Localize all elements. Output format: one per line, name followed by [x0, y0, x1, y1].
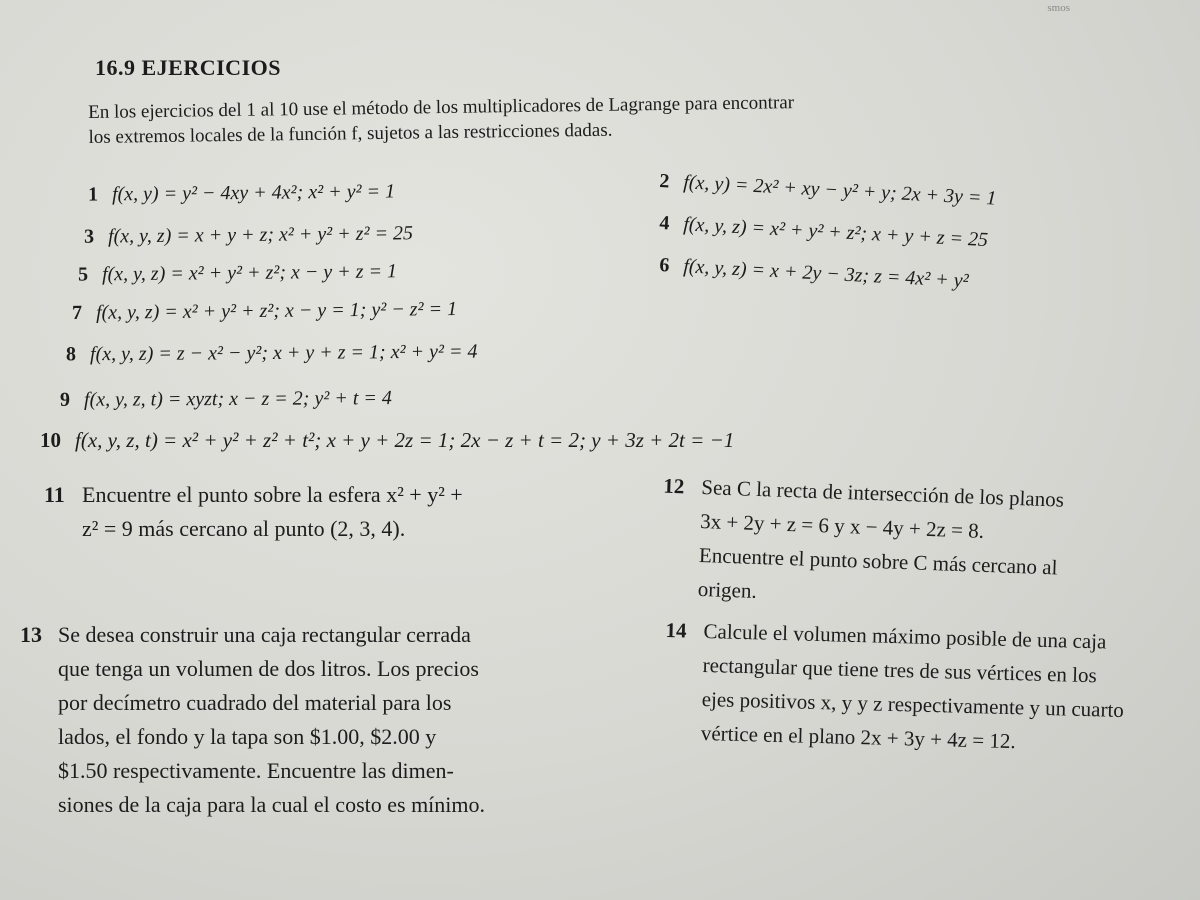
problem-line: Calcule el volumen máximo posible de una caja: [703, 618, 1107, 654]
exercise-equation: f(x, y) = y² − 4xy + 4x²; x² + y² = 1: [111, 180, 396, 206]
exercise-2: [659, 170, 997, 211]
exercise-5: [78, 260, 397, 286]
problem-line: Encuentre el punto sobre C más cercano al: [698, 542, 1058, 580]
problem-line: 3x + 2y + z = 6 y x − 4y + 2z = 8.: [699, 508, 985, 543]
exercise-number: 4: [658, 212, 670, 235]
page-corner-text: smos: [1047, 2, 1070, 14]
exercise-equation: f(x, y, z) = x² + y² + z²; x + y + z = 25: [682, 213, 989, 252]
exercise-number: 1: [87, 183, 99, 206]
exercise-7: [72, 298, 457, 325]
problem-line: por decímetro cuadrado del material para los: [58, 690, 452, 715]
exercise-9: [60, 387, 392, 412]
exercise-10: [40, 428, 734, 453]
problem-line: siones de la caja para la cual el costo es mínimo.: [58, 792, 486, 817]
intro-line-1: En los ejercicios del 1 al 10 use el método de los multiplicadores de Lagrange para encontrar: [88, 92, 795, 123]
intro-line-2: los extremos locales de la función f, sujetos a las restricciones dadas.: [88, 119, 613, 148]
exercise-equation: f(x, y, z) = x² + y² + z²; x − y + z = 1: [101, 260, 398, 286]
exercise-equation: f(x, y, z) = z − x² − y²; x + y + z = 1; x² + y² = 4: [89, 340, 478, 366]
exercise-equation: f(x, y) = 2x² + xy − y² + y; 2x + 3y = 1: [682, 171, 997, 210]
problem-line: ejes positivos x, y y z respectivamente y un cuarto: [701, 686, 1125, 723]
problem-number: 14: [665, 618, 687, 643]
problem-number: 13: [20, 622, 42, 647]
exercise-number: 10: [40, 428, 61, 452]
exercise-number: 3: [83, 225, 95, 248]
problem-line: Encuentre el punto sobre la esfera x² + y² +: [82, 482, 463, 507]
problem-number: 11: [44, 482, 65, 507]
exercise-4: [659, 212, 989, 252]
problem-line: Sea C la recta de intersección de los planos: [700, 474, 1065, 512]
exercise-8: [66, 341, 478, 367]
problem-12: [663, 470, 1171, 622]
exercise-number: 6: [658, 254, 670, 277]
problem-11: [44, 478, 602, 546]
problem-line: z² = 9 más cercano al punto (2, 3, 4).: [82, 516, 406, 541]
problem-line: lados, el fondo y la tapa son $1.00, $2.00 y: [58, 724, 437, 749]
problem-line: vértice en el plano 2x + 3y + 4z = 12.: [700, 720, 1016, 754]
problem-line: Se desea construir una caja rectangular cerrada: [58, 622, 471, 647]
problem-line: que tenga un volumen de dos litros. Los precios: [58, 656, 479, 681]
exercise-number: 7: [71, 301, 83, 325]
exercise-number: 9: [59, 388, 71, 411]
exercise-number: 8: [65, 343, 77, 366]
exercise-equation: f(x, y, z, t) = xyzt; x − z = 2; y² + t = 4: [83, 387, 392, 411]
problem-number: 12: [663, 473, 685, 499]
exercise-3: [84, 222, 413, 248]
exercise-1: [88, 180, 395, 206]
exercise-equation: f(x, y, z) = x + y + z; x² + y² + z² = 25: [107, 222, 414, 248]
exercise-number: 5: [77, 263, 89, 286]
intro-paragraph: [88, 87, 989, 150]
problem-line: rectangular que tiene tres de sus vértices en los: [702, 652, 1098, 688]
exercise-number: 2: [658, 170, 670, 193]
exercise-equation: f(x, y, z) = x + 2y − 3z; z = 4x² + y²: [682, 255, 970, 293]
problem-14: [665, 614, 1173, 762]
section-title: 16.9 EJERCICIOS: [95, 55, 281, 80]
problem-13: [20, 618, 618, 822]
exercise-equation: f(x, y, z) = x² + y² + z²; x − y = 1; y² − z² = 1: [95, 297, 458, 324]
exercise-equation: f(x, y, z, t) = x² + y² + z² + t²; x + y + 2z = 1; 2x − z + t = 2; y + 3z + 2t = −1: [75, 428, 735, 452]
exercise-6: [659, 254, 969, 293]
problem-line: $1.50 respectivamente. Encuentre las dimen-: [58, 758, 454, 783]
problem-line: origen.: [697, 576, 758, 603]
